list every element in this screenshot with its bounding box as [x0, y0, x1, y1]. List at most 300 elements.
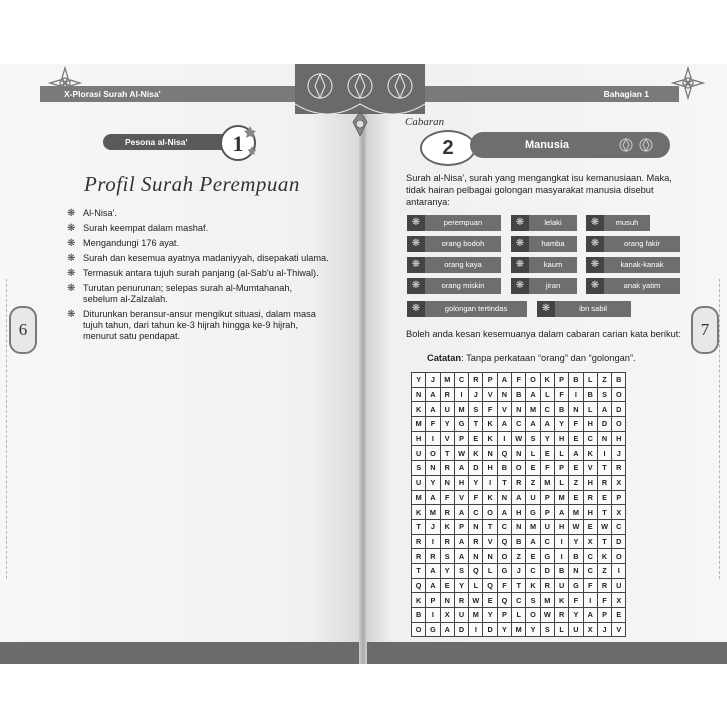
grid-cell[interactable]: S [526, 431, 540, 446]
grid-cell[interactable]: O [497, 549, 511, 564]
grid-cell[interactable]: F [512, 373, 526, 388]
grid-cell[interactable]: G [569, 578, 583, 593]
grid-cell[interactable]: L [554, 446, 568, 461]
snowflake-bullet-icon: ❋ [67, 283, 76, 294]
grid-cell[interactable]: T [440, 446, 454, 461]
grid-cell[interactable]: A [540, 417, 554, 432]
grid-cell[interactable]: H [512, 505, 526, 520]
grid-cell[interactable]: N [440, 593, 454, 608]
grid-cell[interactable]: D [597, 417, 611, 432]
grid-cell[interactable]: C [526, 563, 540, 578]
grid-cell[interactable]: Q [497, 593, 511, 608]
grid-cell[interactable]: Y [440, 563, 454, 578]
grid-cell[interactable]: F [440, 490, 454, 505]
grid-cell[interactable]: A [454, 549, 468, 564]
grid-cell[interactable]: W [454, 446, 468, 461]
grid-cell[interactable]: N [483, 549, 497, 564]
grid-cell[interactable]: B [497, 461, 511, 476]
snowflake-icon: ❋ [407, 236, 425, 252]
grid-cell[interactable]: T [412, 519, 426, 534]
grid-cell[interactable]: F [569, 417, 583, 432]
grid-cell[interactable]: G [426, 622, 440, 637]
grid-cell[interactable]: A [554, 505, 568, 520]
grid-cell[interactable]: M [426, 505, 440, 520]
grid-cell[interactable]: R [440, 461, 454, 476]
grid-cell[interactable]: U [540, 519, 554, 534]
grid-cell[interactable]: V [483, 534, 497, 549]
word-tag: ❋ kaum [511, 257, 577, 273]
grid-cell[interactable]: V [612, 622, 626, 637]
grid-cell[interactable]: W [597, 519, 611, 534]
grid-cell[interactable]: X [612, 475, 626, 490]
grid-cell[interactable]: R [597, 578, 611, 593]
grid-cell[interactable]: K [412, 593, 426, 608]
grid-cell[interactable]: E [469, 431, 483, 446]
grid-cell[interactable]: E [583, 519, 597, 534]
grid-cell[interactable]: M [412, 417, 426, 432]
grid-cell[interactable]: A [454, 461, 468, 476]
grid-row [412, 519, 626, 534]
grid-cell[interactable]: R [583, 490, 597, 505]
grid-cell[interactable]: E [483, 593, 497, 608]
grid-cell[interactable]: I [483, 475, 497, 490]
grid-cell[interactable]: N [512, 402, 526, 417]
grid-cell[interactable]: G [526, 505, 540, 520]
grid-cell[interactable]: Q [412, 578, 426, 593]
grid-cell[interactable]: D [612, 534, 626, 549]
grid-cell[interactable]: E [569, 431, 583, 446]
grid-cell[interactable]: E [569, 461, 583, 476]
grid-cell[interactable]: A [597, 402, 611, 417]
grid-cell[interactable]: X [612, 593, 626, 608]
grid-cell[interactable]: J [612, 446, 626, 461]
grid-cell[interactable]: F [569, 593, 583, 608]
grid-cell[interactable]: I [426, 534, 440, 549]
grid-cell[interactable]: R [540, 578, 554, 593]
grid-cell[interactable]: O [512, 461, 526, 476]
grid-cell[interactable]: T [483, 519, 497, 534]
grid-cell[interactable]: R [440, 505, 454, 520]
grid-cell[interactable]: M [469, 608, 483, 623]
grid-cell[interactable]: R [440, 387, 454, 402]
grid-cell[interactable]: Y [569, 608, 583, 623]
grid-cell[interactable]: N [497, 387, 511, 402]
grid-cell[interactable]: Y [454, 578, 468, 593]
grid-cell[interactable]: F [583, 578, 597, 593]
grid-cell[interactable]: C [583, 563, 597, 578]
snowflake-icon: ❋ [407, 278, 425, 294]
grid-cell[interactable]: A [512, 490, 526, 505]
grid-cell[interactable]: K [483, 431, 497, 446]
grid-cell[interactable]: L [512, 608, 526, 623]
grid-row [412, 578, 626, 593]
grid-cell[interactable]: I [426, 431, 440, 446]
grid-cell[interactable]: A [497, 417, 511, 432]
book-gutter [359, 64, 367, 664]
snowflake-bullet-icon: ❋ [67, 309, 76, 320]
grid-cell[interactable]: S [412, 461, 426, 476]
grid-cell[interactable]: B [554, 563, 568, 578]
grid-cell[interactable]: A [426, 387, 440, 402]
grid-cell[interactable]: P [612, 490, 626, 505]
grid-cell[interactable]: E [540, 446, 554, 461]
grid-cell[interactable]: N [597, 431, 611, 446]
grid-cell[interactable]: Z [597, 563, 611, 578]
grid-cell[interactable]: L [554, 475, 568, 490]
grid-cell[interactable]: L [583, 402, 597, 417]
grid-cell[interactable]: Q [497, 446, 511, 461]
grid-cell[interactable]: Y [569, 534, 583, 549]
grid-cell[interactable]: S [526, 593, 540, 608]
grid-cell[interactable]: K [412, 505, 426, 520]
snowflake-icon: ❋ [586, 257, 604, 273]
grid-cell[interactable]: H [454, 475, 468, 490]
grid-cell[interactable]: H [612, 431, 626, 446]
grid-cell[interactable]: U [554, 578, 568, 593]
grid-cell[interactable]: K [440, 519, 454, 534]
grid-cell[interactable]: I [597, 446, 611, 461]
snowflake-bullet-icon: ❋ [67, 268, 76, 279]
grid-cell[interactable]: X [440, 608, 454, 623]
grid-cell[interactable]: K [469, 446, 483, 461]
grid-cell[interactable]: F [597, 593, 611, 608]
word-search-grid [411, 372, 626, 637]
grid-cell[interactable]: F [554, 387, 568, 402]
grid-cell[interactable]: U [412, 446, 426, 461]
grid-cell[interactable]: N [512, 446, 526, 461]
grid-cell[interactable]: E [526, 549, 540, 564]
grid-cell[interactable]: K [583, 446, 597, 461]
grid-cell[interactable]: U [412, 475, 426, 490]
grid-cell[interactable]: W [540, 608, 554, 623]
grid-cell[interactable]: A [426, 402, 440, 417]
grid-cell[interactable]: V [497, 402, 511, 417]
grid-cell[interactable]: R [440, 534, 454, 549]
grid-cell[interactable]: O [412, 622, 426, 637]
grid-cell[interactable]: U [526, 490, 540, 505]
grid-cell[interactable]: A [426, 490, 440, 505]
grid-cell[interactable]: N [469, 549, 483, 564]
grid-cell[interactable]: K [412, 402, 426, 417]
grid-cell[interactable]: O [612, 387, 626, 402]
grid-row [412, 387, 626, 402]
grid-cell[interactable]: N [569, 563, 583, 578]
grid-cell[interactable]: Y [554, 417, 568, 432]
grid-cell[interactable]: N [483, 446, 497, 461]
grid-cell[interactable]: I [583, 593, 597, 608]
grid-cell[interactable]: V [454, 490, 468, 505]
grid-cell[interactable]: O [526, 373, 540, 388]
grid-cell[interactable]: C [512, 417, 526, 432]
grid-cell[interactable]: A [526, 417, 540, 432]
grid-cell[interactable]: C [583, 431, 597, 446]
grid-cell[interactable]: F [483, 402, 497, 417]
grid-cell[interactable]: H [483, 461, 497, 476]
grid-cell[interactable]: E [612, 608, 626, 623]
grid-cell[interactable]: I [612, 563, 626, 578]
grid-cell[interactable]: L [554, 622, 568, 637]
grid-cell[interactable]: B [554, 402, 568, 417]
grid-cell[interactable]: A [526, 534, 540, 549]
grid-cell[interactable]: B [583, 387, 597, 402]
grid-cell[interactable]: F [540, 461, 554, 476]
grid-cell[interactable]: D [612, 402, 626, 417]
grid-row [412, 563, 626, 578]
grid-cell[interactable]: Z [526, 475, 540, 490]
grid-cell[interactable]: I [554, 549, 568, 564]
list-item: ❋ Diturunkan beransur-ansur mengikut situasi, dalam masa tujuh tahun, dari tahun ke-3 hijrah hingga ke-9 hijrah, menurut satu pendapat. [67, 309, 316, 341]
grid-cell[interactable]: A [426, 578, 440, 593]
grid-cell[interactable]: H [583, 417, 597, 432]
grid-cell[interactable]: Z [512, 549, 526, 564]
list-item: ❋ Surah dan kesemua ayatnya madaniyyah, disepakati ulama. [67, 253, 329, 264]
grid-cell[interactable]: B [512, 534, 526, 549]
grid-cell[interactable]: A [454, 534, 468, 549]
grid-cell[interactable]: A [569, 446, 583, 461]
grid-cell[interactable]: I [497, 431, 511, 446]
grid-cell[interactable]: X [612, 505, 626, 520]
grid-cell[interactable]: M [540, 593, 554, 608]
grid-cell[interactable]: P [497, 608, 511, 623]
grid-cell[interactable]: M [512, 622, 526, 637]
grid-cell[interactable]: R [469, 373, 483, 388]
grid-cell[interactable]: N [569, 402, 583, 417]
grid-cell[interactable]: P [554, 373, 568, 388]
grid-cell[interactable]: Y [497, 622, 511, 637]
grid-cell[interactable]: B [612, 373, 626, 388]
grid-cell[interactable]: O [483, 505, 497, 520]
grid-cell[interactable]: N [497, 490, 511, 505]
list-item: ❋ Termasuk antara tujuh surah panjang (al-Sab'u al-Thiwal). [67, 268, 319, 279]
grid-cell[interactable]: X [583, 534, 597, 549]
grid-cell[interactable]: P [540, 490, 554, 505]
grid-cell[interactable]: D [483, 622, 497, 637]
grid-cell[interactable]: M [412, 490, 426, 505]
grid-cell[interactable]: E [440, 578, 454, 593]
grid-cell[interactable]: N [440, 475, 454, 490]
grid-cell[interactable]: H [412, 431, 426, 446]
grid-cell[interactable]: D [454, 622, 468, 637]
grid-cell[interactable]: W [469, 593, 483, 608]
grid-cell[interactable]: H [554, 519, 568, 534]
snowflake-icon: ❋ [537, 301, 555, 317]
grid-cell[interactable]: F [469, 490, 483, 505]
grid-cell[interactable]: A [583, 608, 597, 623]
grid-cell[interactable]: N [469, 519, 483, 534]
grid-cell[interactable]: Y [526, 622, 540, 637]
grid-cell[interactable]: M [540, 475, 554, 490]
grid-cell[interactable]: G [454, 417, 468, 432]
grid-cell[interactable]: G [540, 549, 554, 564]
grid-cell[interactable]: P [454, 431, 468, 446]
grid-cell[interactable]: S [454, 563, 468, 578]
grid-cell[interactable]: Q [497, 534, 511, 549]
grid-cell[interactable]: E [597, 490, 611, 505]
grid-cell[interactable]: O [426, 446, 440, 461]
grid-cell[interactable]: M [569, 505, 583, 520]
grid-cell[interactable]: T [597, 505, 611, 520]
grid-cell[interactable]: S [597, 387, 611, 402]
grid-cell[interactable]: C [469, 505, 483, 520]
grid-cell[interactable]: S [469, 402, 483, 417]
grid-row [412, 593, 626, 608]
grid-cell[interactable]: F [497, 578, 511, 593]
grid-cell[interactable]: G [497, 563, 511, 578]
grid-cell[interactable]: A [526, 387, 540, 402]
grid-cell[interactable]: M [440, 373, 454, 388]
grid-cell[interactable]: C [583, 549, 597, 564]
grid-cell[interactable]: B [569, 373, 583, 388]
grid-cell[interactable]: T [497, 475, 511, 490]
grid-cell[interactable]: S [440, 549, 454, 564]
grid-cell[interactable]: B [569, 549, 583, 564]
grid-cell[interactable]: I [469, 622, 483, 637]
grid-cell[interactable]: T [512, 578, 526, 593]
grid-cell[interactable]: V [483, 387, 497, 402]
grid-cell[interactable]: A [497, 505, 511, 520]
grid-cell[interactable]: A [440, 622, 454, 637]
grid-cell[interactable]: L [526, 446, 540, 461]
grid-cell[interactable]: T [597, 534, 611, 549]
grid-cell[interactable]: Q [469, 563, 483, 578]
snowflake-icon: ❋ [407, 257, 425, 273]
grid-cell[interactable]: R [512, 475, 526, 490]
grid-cell[interactable]: K [483, 417, 497, 432]
grid-cell[interactable]: N [512, 519, 526, 534]
grid-cell[interactable]: T [469, 417, 483, 432]
cabaran-number: 2 [442, 136, 454, 159]
grid-cell[interactable]: R [412, 534, 426, 549]
grid-cell[interactable]: Y [469, 475, 483, 490]
grid-cell[interactable]: R [412, 549, 426, 564]
grid-cell[interactable]: A [497, 373, 511, 388]
grid-cell[interactable]: R [612, 461, 626, 476]
grid-cell[interactable]: U [440, 402, 454, 417]
grid-cell[interactable]: O [526, 608, 540, 623]
grid-cell[interactable]: T [597, 461, 611, 476]
grid-cell[interactable]: J [597, 622, 611, 637]
grid-cell[interactable]: E [526, 461, 540, 476]
grid-cell[interactable]: P [426, 593, 440, 608]
grid-cell[interactable]: R [469, 534, 483, 549]
grid-cell[interactable]: R [454, 593, 468, 608]
grid-cell[interactable]: K [540, 373, 554, 388]
page-number-badge [691, 306, 719, 354]
word-tag: ❋ orang kaya [407, 257, 501, 273]
grid-cell[interactable]: H [554, 431, 568, 446]
grid-cell[interactable]: Y [483, 608, 497, 623]
grid-cell[interactable]: E [569, 490, 583, 505]
grid-cell[interactable]: M [526, 402, 540, 417]
grid-cell[interactable]: V [583, 461, 597, 476]
grid-cell[interactable]: K [526, 578, 540, 593]
grid-cell[interactable]: J [426, 373, 440, 388]
grid-cell[interactable]: M [554, 490, 568, 505]
grid-cell[interactable]: P [554, 461, 568, 476]
grid-cell[interactable]: I [426, 608, 440, 623]
grid-cell[interactable]: R [426, 549, 440, 564]
snowflake-icon: ❋ [511, 236, 529, 252]
grid-cell[interactable]: Z [597, 373, 611, 388]
grid-cell[interactable]: Q [483, 578, 497, 593]
grid-row [412, 608, 626, 623]
grid-cell[interactable]: S [540, 622, 554, 637]
grid-cell[interactable]: I [569, 387, 583, 402]
grid-cell[interactable]: K [483, 490, 497, 505]
grid-cell[interactable]: D [469, 461, 483, 476]
grid-cell[interactable]: R [597, 475, 611, 490]
grid-cell[interactable]: I [454, 387, 468, 402]
grid-cell[interactable]: W [512, 431, 526, 446]
grid-cell[interactable]: H [583, 505, 597, 520]
grid-cell[interactable]: T [412, 563, 426, 578]
grid-cell[interactable]: B [512, 387, 526, 402]
grid-cell[interactable]: O [612, 417, 626, 432]
grid-cell[interactable]: C [540, 402, 554, 417]
word-tag: ❋ jiran [511, 278, 577, 294]
grid-cell[interactable]: C [540, 534, 554, 549]
grid-cell[interactable]: B [412, 608, 426, 623]
grid-cell[interactable]: U [612, 578, 626, 593]
grid-cell[interactable]: H [583, 475, 597, 490]
grid-cell[interactable]: C [612, 519, 626, 534]
grid-cell[interactable]: F [426, 417, 440, 432]
grid-cell[interactable]: N [426, 461, 440, 476]
grid-cell[interactable]: D [540, 563, 554, 578]
grid-cell[interactable]: L [583, 373, 597, 388]
word-tag: ❋ ibn sabil [537, 301, 631, 317]
grid-cell[interactable]: P [540, 505, 554, 520]
grid-cell[interactable]: L [540, 387, 554, 402]
grid-cell[interactable]: Z [569, 475, 583, 490]
grid-cell[interactable]: J [512, 563, 526, 578]
grid-cell[interactable]: A [426, 563, 440, 578]
grid-cell[interactable]: M [526, 519, 540, 534]
grid-cell[interactable]: M [454, 402, 468, 417]
grid-cell[interactable]: Y [426, 475, 440, 490]
grid-cell[interactable]: L [469, 578, 483, 593]
grid-cell[interactable]: C [454, 373, 468, 388]
grid-cell[interactable]: U [454, 608, 468, 623]
topic-title: Manusia [525, 139, 570, 151]
grid-cell[interactable]: Y [412, 373, 426, 388]
grid-cell[interactable]: V [440, 431, 454, 446]
grid-cell[interactable]: C [497, 519, 511, 534]
grid-cell[interactable]: J [426, 519, 440, 534]
bottom-band [0, 642, 363, 664]
note-text: : Tanpa perkataan “orang” dan “golongan”. [461, 353, 636, 363]
grid-cell[interactable]: A [454, 505, 468, 520]
grid-cell[interactable]: L [483, 563, 497, 578]
grid-cell[interactable]: P [483, 373, 497, 388]
grid-cell[interactable]: Y [540, 431, 554, 446]
grid-cell[interactable]: P [597, 608, 611, 623]
grid-cell[interactable]: Y [440, 417, 454, 432]
grid-cell[interactable]: R [554, 608, 568, 623]
grid-cell[interactable]: K [554, 593, 568, 608]
grid-cell[interactable]: J [469, 387, 483, 402]
grid-cell[interactable]: U [569, 622, 583, 637]
grid-cell[interactable]: X [583, 622, 597, 637]
grid-cell[interactable]: C [512, 593, 526, 608]
grid-cell[interactable]: P [454, 519, 468, 534]
grid-cell[interactable]: O [612, 549, 626, 564]
grid-cell[interactable]: N [412, 387, 426, 402]
grid-cell[interactable]: K [597, 549, 611, 564]
grid-cell[interactable]: W [569, 519, 583, 534]
word-tag: ❋ kanak-kanak [586, 257, 680, 273]
grid-cell[interactable]: I [554, 534, 568, 549]
